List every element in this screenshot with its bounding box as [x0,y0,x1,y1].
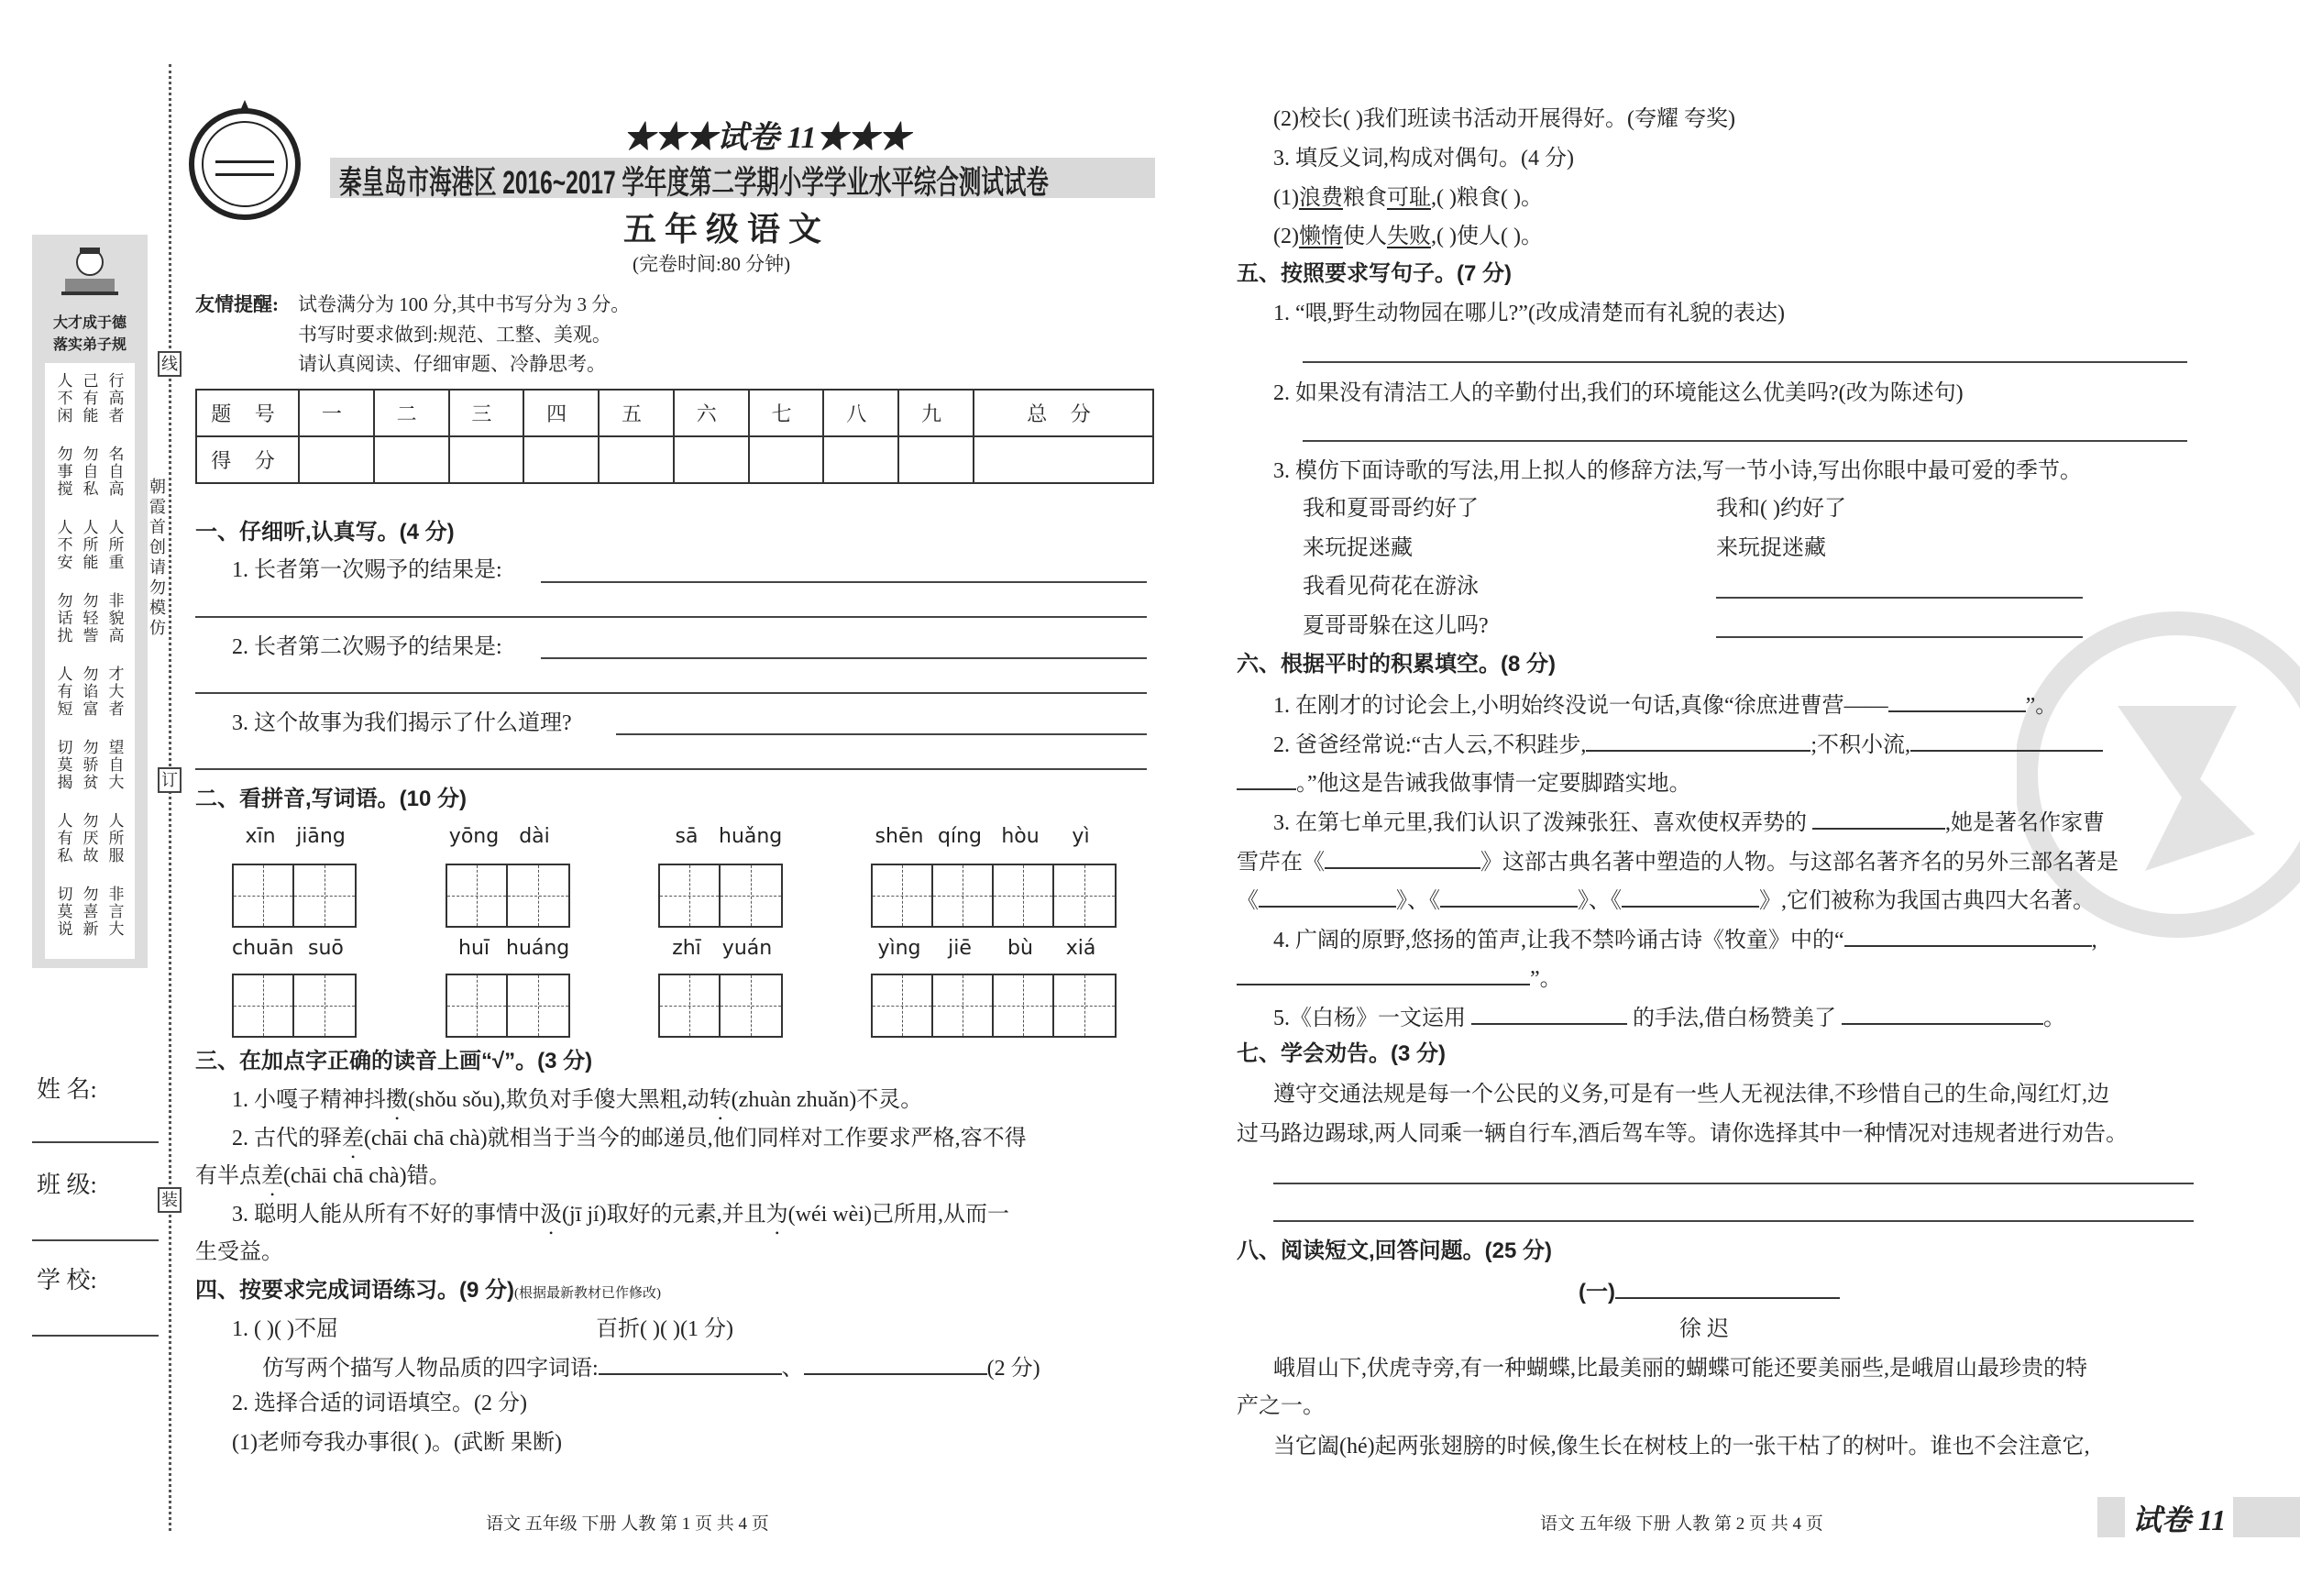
score-cell[interactable] [523,436,599,483]
question [1273,730,2103,759]
blank[interactable] [1237,963,1530,985]
question: 3. 这个故事为我们揭示了什么道理? [232,711,572,735]
question-cont [1237,886,2095,915]
writing-cell[interactable] [1054,865,1115,926]
text: ,( )粮食( )。 [1430,186,1543,210]
text: 粮食 [1342,186,1387,210]
verse-column: 非言大 [108,886,125,938]
text: 有半点 [195,1164,261,1188]
verse-column: 勿喜新 [83,886,99,938]
text: 2. 古代的驿 [232,1127,342,1150]
score-header: 一 [299,390,374,436]
tianzige-grid [871,974,1117,1038]
text: 》、《 [1396,889,1440,913]
question: 2. 选择合适的词语填空。(2 分) [232,1392,527,1415]
blank[interactable] [1844,925,2092,947]
text: (1) [1273,186,1299,210]
score-header: 二 [374,390,449,436]
text: ,( )使人( )。 [1430,225,1543,248]
poem-line: 我看见荷花在游泳 [1303,575,1479,599]
cut-mark-xian: 线 [158,351,182,377]
verse-column: 名自高 [108,446,125,498]
writing-cell[interactable] [660,975,721,1036]
answer-line[interactable] [1303,361,2187,363]
poem-line: 我和夏哥哥约好了 [1303,497,1479,521]
question [232,1125,1027,1163]
verse-column: 才大者 [108,666,125,718]
verse-column: 己有能 [83,372,99,424]
blank[interactable] [1237,768,1296,790]
tianzige-grid [446,864,570,928]
score-cell[interactable] [898,436,974,483]
score-cell[interactable] [823,436,898,483]
answer-line[interactable] [1273,1183,2194,1184]
writing-cell[interactable] [721,975,781,1036]
answer-line[interactable] [541,581,1147,583]
text: ”。 [2025,694,2058,718]
verse-column: 勿轻訾 [83,592,99,644]
verse-column: 人不闲 [57,372,73,424]
blank[interactable] [1440,886,1578,908]
section-3-title: 三、在加点字正确的读音上画“√”。(3 分) [195,1049,593,1073]
question: 1. “喂,野生动物园在哪儿?”(改成清楚而有礼貌的表达) [1273,302,1785,325]
text: 、 [781,1357,804,1381]
tianzige-grid [446,974,570,1038]
author: 徐 迟 [1679,1317,1729,1341]
page-footer: 语文 五年级 下册 人教 第 2 页 共 4 页 [1540,1514,1823,1534]
text: ;不积小流, [1810,733,1910,757]
verse-column: 望自大 [108,739,125,791]
underlined: 懒惰 [1298,225,1343,248]
pinyin-syllable: huáng [506,937,570,960]
text: 1. 小嘎子精神抖 [232,1088,386,1112]
pinyin-syllable: dài [519,825,550,848]
verse-column: 勿自私 [83,446,99,498]
section-4-title: 四、按要求完成词语练习。(9 分) [195,1278,514,1303]
dizigui-sidebar [32,235,148,968]
text: 》这部古典名著中塑造的人物。与这部名著齐名的另外三部名著是 [1480,851,2118,875]
pinyin-syllable: jiē [948,937,972,960]
answer-line[interactable] [195,768,1147,770]
score-header: 题 号 [196,390,299,436]
dotted-char: 差 [261,1164,283,1188]
score-cell[interactable] [674,436,749,483]
text: 。”他这是告诫我做事情一定要脚踏实地。 [1296,772,1691,796]
text: (chāi chā chà)错。 [283,1164,451,1188]
motto-line: 大才成于德 [52,315,127,331]
pinyin-syllable: zhī [672,937,701,960]
paragraph: 过马路边踢球,两人同乘一辆自行车,酒后驾车等。请你选择其中一种情况对违规者进行劝告。 [1237,1122,2128,1146]
verse-column: 勿事搅 [57,446,73,498]
writing-cell[interactable] [873,975,933,1036]
text: , [2091,929,2097,952]
pinyin-syllable: xīn [245,825,276,848]
pinyin-syllable: suō [307,937,344,960]
writing-cell[interactable] [1054,975,1115,1036]
verse-column: 人所能 [83,519,99,571]
score-cell[interactable] [599,436,674,483]
cut-mark-ding: 订 [158,767,182,793]
subject-title: 五 年 级 语 文 [623,211,822,248]
score-header: 八 [823,390,898,436]
verse-column: 人所重 [108,519,125,571]
score-table [195,389,1154,484]
writing-cell[interactable] [508,865,568,926]
text: (2 分) [986,1357,1040,1381]
question [1273,808,2105,837]
text: (wéi wèi)己所用,从而一 [787,1203,1009,1227]
question: 2. 如果没有清洁工人的辛勤付出,我们的环境能这么优美吗?(改为陈述句) [1273,381,1964,405]
underlined: 失败 [1386,225,1431,248]
tip: 请认真阅读、仔细审题、冷静思考。 [298,353,606,375]
question-cont [1237,847,2118,876]
score-header: 七 [749,390,824,436]
text: 1. 在刚才的讨论会上,小明始终没说一句话,真像“徐庶进曹营—— [1273,694,1888,718]
question: (2)校长( )我们班读书活动开展得好。(夸耀 夸奖) [1273,107,1735,131]
verse-column: 勿骄贫 [83,739,99,791]
question-cont [195,1162,451,1201]
cut-mark-zhuang: 装 [158,1187,182,1213]
writing-cell[interactable] [994,865,1054,926]
pinyin-group [871,937,1109,960]
school-label: 学 校: [37,1267,97,1293]
question [232,1086,922,1125]
blank[interactable] [599,1353,782,1375]
pinyin-group [232,937,354,960]
tip: 试卷满分为 100 分,其中书写分为 3 分。 [298,293,631,315]
blank[interactable] [1586,730,1810,752]
question-cont [1237,963,1562,993]
text: (shǒu sǒu),欺负对手傻大黑粗,动 [408,1088,710,1112]
score-header: 三 [449,390,524,436]
question [1273,223,1543,250]
dotted-char: 擞 [386,1088,408,1112]
text: 3. 聪明人能从所有不好的事情中 [232,1203,540,1227]
tianzige-grid [871,864,1117,928]
verse-column: 行高者 [108,372,125,424]
question: 3. 模仿下面诗歌的写法,用上拟人的修辞方法,写一节小诗,写出你眼中最可爱的季节。 [1273,459,2082,483]
pinyin-syllable: jiāng [296,825,346,848]
verse-column: 切莫说 [57,886,73,938]
writing-cell[interactable] [660,865,721,926]
paragraph: 峨眉山下,伏虎寺旁,有一种蝴蝶,比最美丽的蝴蝶可能还要美丽些,是峨眉山最珍贵的特 [1273,1357,2087,1381]
answer-line[interactable] [616,733,1147,735]
verse-column: 非貌高 [108,592,125,644]
tips-label: 友情提醒: [195,293,279,315]
underlined: 可耻 [1386,186,1431,210]
writing-cell[interactable] [933,975,994,1036]
text: ,她是著名作家曹 [1945,811,2105,835]
text: (一) [1579,1280,1615,1304]
blank[interactable] [1471,1003,1627,1025]
section-7-title: 七、学会劝告。(3 分) [1237,1041,1446,1066]
passage-number [1579,1277,1840,1306]
question: 1. ( )( )不屈 [232,1317,338,1341]
pinyin-syllable: xiá [1065,937,1096,960]
school-field[interactable] [32,1335,159,1337]
score-cell[interactable] [749,436,824,483]
pinyin-syllable: yì [1072,825,1090,848]
question: 百折( )( )(1 分) [596,1317,733,1341]
writing-cell[interactable] [508,975,568,1036]
blank[interactable] [1812,808,1945,830]
pinyin-syllable: yìng [877,937,921,960]
writing-cell[interactable] [873,865,933,926]
text: 《 [1237,889,1259,913]
blank[interactable] [1325,847,1480,869]
answer-line[interactable] [195,616,1147,618]
writing-cell[interactable] [294,975,355,1036]
verse-column: 人所服 [108,812,125,864]
section-6-title: 六、根据平时的积累填空。(8 分) [1237,652,1556,677]
name-label: 姓 名: [37,1076,97,1103]
poem-line: 夏哥哥躲在这儿吗? [1303,614,1489,638]
exam-time: (完卷时间:80 分钟) [633,253,791,275]
poem-line: 来玩捉迷藏 [1716,536,1826,560]
question [1273,1003,2065,1032]
blank[interactable] [1622,886,1759,908]
blank[interactable] [1910,730,2103,752]
question [1273,690,2057,720]
paper-number: ★★★试卷 11★★★ [623,121,910,155]
answer-line[interactable] [1303,440,2187,442]
text: 。 [2043,1007,2065,1030]
score-header: 五 [599,390,674,436]
verse-column: 人有私 [57,812,73,864]
text: 4. 广阔的原野,悠扬的笛声,让我不禁吟诵古诗《牧童》中的“ [1273,929,1844,952]
blank[interactable] [804,1353,987,1375]
writing-cell[interactable] [447,865,508,926]
question-cont: 生受益。 [195,1240,283,1264]
text: (chāi chā chà)就相当于当今的邮递员,他们同样对工作要求严格,容不得 [364,1127,1027,1150]
pinyin-syllable: huī [458,937,490,960]
text: 使人 [1342,225,1387,248]
verse-column: 勿谄富 [83,666,99,718]
class-label: 班 级: [37,1172,97,1198]
tianzige-grid [232,974,357,1038]
pinyin-group [446,825,563,848]
page-footer: 语文 五年级 下册 人教 第 1 页 共 4 页 [486,1514,769,1534]
answer-line[interactable] [195,692,1147,694]
question: 2. 长者第二次赐予的结果是: [232,635,502,659]
brand-logo [188,96,307,225]
exam-title: 秦皇岛市海港区 2016~2017 学年度第二学期小学学业水平综合测试试卷 [339,165,1049,201]
text: (jī jí)取好的元素,并且 [562,1203,766,1227]
pinyin-syllable: huǎng [719,825,783,848]
section-note: (根据最新教材已作修改) [514,1286,661,1301]
pinyin-syllable: yōng [448,825,500,848]
text: 》,它们被称为我国古典四大名著。 [1759,889,2095,913]
tianzige-grid [658,864,783,928]
verse-column: 勿厌故 [83,812,99,864]
writing-cell[interactable] [933,865,994,926]
question [1273,184,1543,212]
text: 3. 在第七单元里,我们认识了泼辣张狂、喜欢使权弄势的 [1273,811,1807,835]
pinyin-group [871,825,1109,848]
text: ”。 [1530,967,1562,991]
verse-column: 人不安 [57,519,73,571]
paragraph: 产之一。 [1237,1394,1325,1418]
score-cell[interactable] [974,436,1153,483]
score-header: 六 [674,390,749,436]
motto-line: 落实弟子规 [52,337,127,353]
dotted-char: 汲 [540,1203,562,1227]
tianzige-grid [232,864,357,928]
verse-column: 人有短 [57,666,73,718]
score-header: 总 分 [974,390,1153,436]
question: (1)老师夸我办事很( )。(武断 果断) [232,1431,562,1455]
score-row-label: 得 分 [196,436,299,483]
question [1273,925,2097,954]
pinyin-group [658,825,782,848]
pinyin-syllable: sā [675,825,699,848]
text: (2) [1273,225,1299,248]
question: 3. 填反义词,构成对偶句。(4 分) [1273,147,1574,171]
pinyin-group [232,825,349,848]
writing-cell[interactable] [234,865,294,926]
score-cell[interactable] [299,436,374,483]
text: 5.《白杨》一文运用 [1273,1007,1466,1030]
dotted-char: 差 [342,1127,364,1150]
writing-cell[interactable] [447,975,508,1036]
pinyin-syllable: qíng [938,825,982,848]
text: (zhuàn zhuǎn)不灵。 [731,1088,923,1112]
score-cell[interactable] [449,436,524,483]
verse-column: 切莫揭 [57,739,73,791]
question: 1. 长者第一次赐予的结果是: [232,558,502,582]
pinyin-syllable: yuán [721,937,773,960]
pinyin-syllable: chuān [232,937,294,960]
dizigui-verses [45,363,135,959]
section-4-heading [195,1277,661,1304]
paper-badge: 试卷 11 [2125,1497,2233,1539]
side-note: 朝霞首创 请勿模仿 [149,478,166,637]
section-5-title: 五、按照要求写句子。(7 分) [1237,261,1512,286]
dotted-char: 转 [709,1088,732,1112]
pinyin-group [446,937,569,960]
verse-column: 勿话扰 [57,592,73,644]
blank[interactable] [1259,886,1396,908]
binding-dotted-line [169,64,171,1531]
question-cont [1237,768,1691,798]
text: 仿写两个描写人物品质的四字词语: [262,1357,599,1381]
blank[interactable] [1888,690,2026,712]
text: 2. 爸爸经常说:“古人云,不积跬步, [1273,733,1587,757]
underlined: 浪费 [1298,186,1343,210]
writing-cell[interactable] [721,865,781,926]
pinyin-group [658,937,776,960]
text: 雪芹在《 [1237,851,1325,875]
answer-line[interactable] [1716,636,2083,638]
writing-cell[interactable] [234,975,294,1036]
score-header: 四 [523,390,599,436]
pinyin-syllable: hòu [1001,825,1040,848]
answer-line[interactable] [541,657,1147,659]
paragraph: 遵守交通法规是每一个公民的义务,可是有一些人无视法律,不珍惜自己的生命,闯红灯,边 [1273,1083,2109,1106]
question [262,1353,1040,1382]
name-field[interactable] [32,1141,159,1143]
text: 的手法,借白杨赞美了 [1633,1007,1836,1030]
student-reading-icon [58,242,122,306]
answer-line[interactable] [1273,1220,2194,1222]
blank[interactable] [1842,1003,2043,1025]
paragraph: 当它阖(hé)起两张翅膀的时候,像生长在树枝上的一张干枯了的树叶。谁也不会注意它, [1273,1435,2090,1458]
section-1-title: 一、仔细听,认真写。(4 分) [195,520,455,545]
question [232,1201,1009,1239]
poem-line: 我和( )约好了 [1716,497,1846,521]
writing-cell[interactable] [994,975,1054,1036]
pinyin-syllable: bù [1007,937,1033,960]
passage-title-blank[interactable] [1615,1277,1840,1299]
writing-cell[interactable] [294,865,355,926]
text: 》、《 [1578,889,1622,913]
section-8-title: 八、阅读短文,回答问题。(25 分) [1237,1238,1553,1263]
tip: 书写时要求做到:规范、工整、美观。 [298,324,611,346]
section-2-title: 二、看拼音,写词语。(10 分) [195,787,468,811]
class-field[interactable] [32,1239,159,1241]
dotted-char: 为 [765,1203,788,1227]
tianzige-grid [658,974,783,1038]
score-header: 九 [898,390,974,436]
score-cell[interactable] [374,436,449,483]
answer-line[interactable] [1716,597,2083,599]
poem-line: 来玩捉迷藏 [1303,536,1413,560]
pinyin-syllable: shēn [875,825,924,848]
